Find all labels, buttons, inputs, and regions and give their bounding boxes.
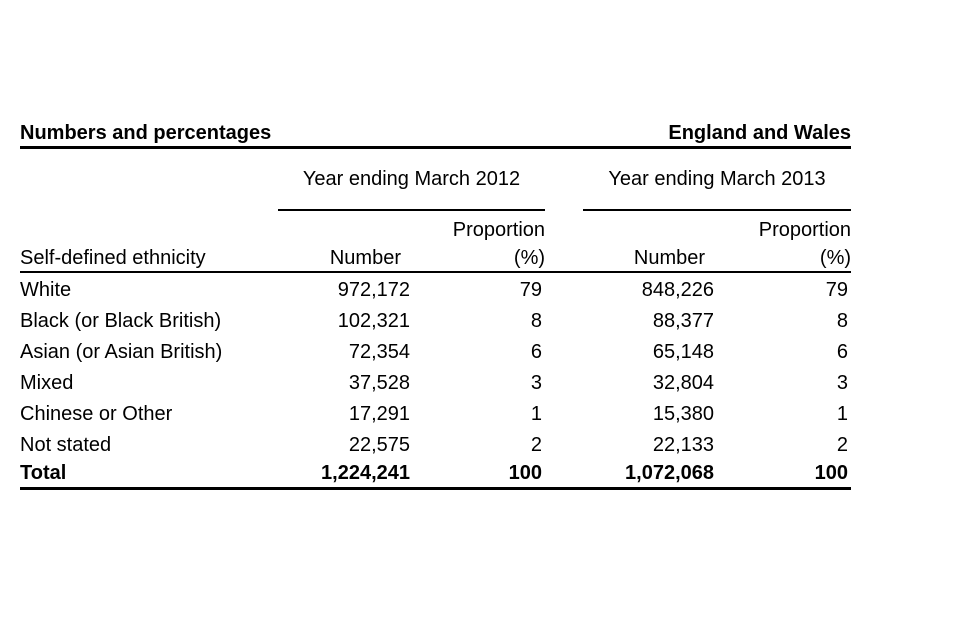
table-row-white — [20, 273, 851, 304]
spacer-cell — [545, 211, 583, 242]
spacer-cell — [20, 211, 278, 242]
proportion-header-2012: Proportion — [452, 219, 546, 241]
table-row-not-stated — [20, 428, 851, 459]
percent-cell-2013: 8 — [836, 310, 849, 332]
group-header-2012: Year ending March 2012 — [278, 149, 545, 211]
number-cell-2012: 102,321 — [337, 310, 410, 332]
number-cell-2013: 88,377 — [652, 310, 715, 332]
percent-cell-2013: 6 — [836, 341, 849, 363]
ethnicity-cell: Asian (or Asian British) — [20, 341, 223, 363]
number-cell-2013: 15,380 — [652, 403, 715, 425]
spacer-cell — [545, 397, 583, 428]
ethnicity-cell: Black (or Black British) — [20, 310, 222, 332]
spacer-cell — [545, 273, 583, 304]
number-header-2013: Number — [583, 242, 714, 273]
number-cell-2013: 65,148 — [652, 341, 715, 363]
number-cell-2013: 22,133 — [652, 434, 715, 456]
percent-cell-2013: 79 — [825, 279, 849, 301]
number-cell-2012: 972,172 — [337, 279, 410, 301]
proportion-header-row — [20, 211, 851, 242]
spacer-cell — [545, 304, 583, 335]
percent-header-2013: (%) — [714, 242, 851, 273]
percent-cell-2012: 8 — [530, 310, 543, 332]
ethnicity-cell: White — [20, 279, 72, 301]
total-number-2013: 1,072,068 — [583, 459, 714, 490]
number-cell-2013: 848,226 — [641, 279, 715, 301]
table-title-left: Numbers and percentages — [20, 122, 272, 144]
ethnicity-cell: Mixed — [20, 372, 74, 394]
number-cell-2013: 32,804 — [652, 372, 715, 394]
percent-cell-2012: 1 — [530, 403, 543, 425]
table-row-total — [20, 459, 851, 490]
table-title-right: England and Wales — [668, 122, 851, 144]
spacer-cell — [278, 211, 410, 242]
table-row-mixed — [20, 366, 851, 397]
spacer-cell — [545, 335, 583, 366]
ethnicity-cell: Not stated — [20, 434, 112, 456]
percent-cell-2012: 79 — [519, 279, 543, 301]
spacer-cell — [545, 242, 583, 273]
table-row-black — [20, 304, 851, 335]
table-title-bar — [20, 122, 851, 149]
row-header-label: Self-defined ethnicity — [20, 242, 278, 273]
table-row-chinese-or-other — [20, 397, 851, 428]
table-row-asian — [20, 335, 851, 366]
total-number-2012: 1,224,241 — [278, 459, 410, 490]
spacer-cell — [583, 211, 714, 242]
number-cell-2012: 17,291 — [348, 403, 410, 425]
percent-header-2012: (%) — [410, 242, 545, 273]
year-group-header-row — [20, 149, 851, 211]
ethnicity-stats-table — [20, 149, 851, 490]
column-header-row — [20, 242, 851, 273]
percent-cell-2012: 6 — [530, 341, 543, 363]
spacer-cell — [545, 149, 583, 211]
total-label: Total — [20, 459, 278, 490]
total-percent-2013: 100 — [714, 459, 851, 490]
percent-cell-2013: 1 — [836, 403, 849, 425]
percent-cell-2012: 3 — [530, 372, 543, 394]
number-cell-2012: 72,354 — [348, 341, 410, 363]
ethnicity-cell: Chinese or Other — [20, 403, 173, 425]
spacer-cell — [20, 149, 278, 211]
number-cell-2012: 37,528 — [348, 372, 410, 394]
spacer-cell — [545, 459, 583, 490]
proportion-header-2013: Proportion — [758, 219, 852, 241]
group-header-2013: Year ending March 2013 — [583, 149, 851, 211]
spacer-cell — [545, 366, 583, 397]
percent-cell-2013: 2 — [836, 434, 849, 456]
percent-cell-2012: 2 — [530, 434, 543, 456]
number-cell-2012: 22,575 — [348, 434, 410, 456]
spacer-cell — [545, 428, 583, 459]
percent-cell-2013: 3 — [836, 372, 849, 394]
number-header-2012: Number — [278, 242, 410, 273]
total-percent-2012: 100 — [410, 459, 545, 490]
